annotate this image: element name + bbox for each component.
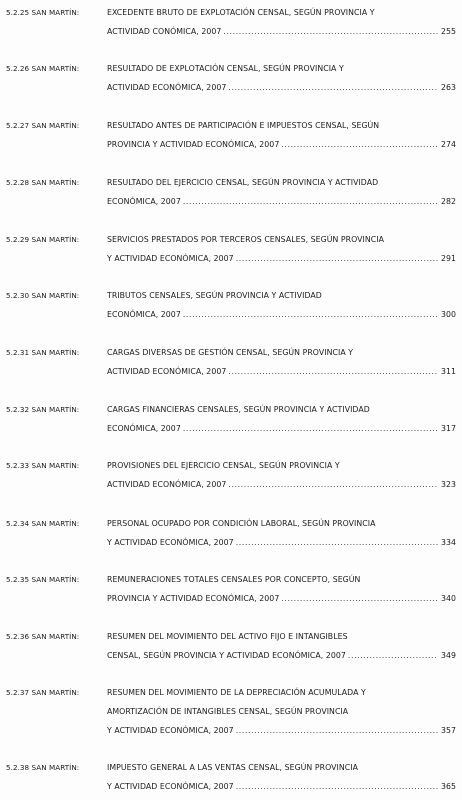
- title-line-last: [107, 22, 456, 41]
- dot-leader: [281, 135, 438, 154]
- dot-leader: [183, 419, 438, 438]
- entry-title: [107, 683, 456, 740]
- page-number: 357: [440, 726, 456, 735]
- page-number: 340: [440, 594, 456, 603]
- page-number: 282: [440, 197, 456, 206]
- page-number: 291: [440, 254, 456, 263]
- entry-title: [107, 173, 456, 211]
- entry-title: [107, 758, 456, 796]
- dot-leader: [228, 475, 438, 494]
- title-line: Y ACTIVIDAD ECONÓMICA, 2007: [107, 538, 234, 547]
- title-line: SERVICIOS PRESTADOS POR TERCEROS CENSALES, SEGÚN PROVINCIA: [107, 235, 384, 244]
- page-number: 349: [440, 651, 456, 660]
- title-line: Y ACTIVIDAD ECONÓMICA, 2007: [107, 782, 234, 791]
- title-line-last: [107, 249, 456, 268]
- page-number: 255: [440, 27, 456, 36]
- title-line-last: [107, 721, 456, 740]
- title-line: CARGAS FINANCIERAS CENSALES, SEGÚN PROVINCIA Y ACTIVIDAD: [107, 405, 370, 414]
- entry-code: 5.2.38 SAN MARTÍN:: [6, 763, 80, 772]
- entry-code: 5.2.26 SAN MARTÍN:: [6, 64, 80, 73]
- title-line: ACTIVIDAD ECONÓMICA, 2007: [107, 83, 227, 92]
- entry-title: [107, 400, 456, 438]
- entry-code: 5.2.29 SAN MARTÍN:: [6, 235, 80, 244]
- entry-code: 5.2.33 SAN MARTÍN:: [6, 461, 80, 470]
- entry-code: 5.2.30 SAN MARTÍN:: [6, 291, 80, 300]
- entry-title: [107, 514, 456, 552]
- page-number: 263: [440, 83, 456, 92]
- page-number: 274: [440, 140, 456, 149]
- title-line: RESULTADO DE EXPLOTACIÓN CENSAL, SEGÚN PROVINCIA Y: [107, 64, 344, 73]
- title-line-last: [107, 589, 456, 608]
- entry-title: [107, 570, 456, 608]
- title-line: TRIBUTOS CENSALES, SEGÚN PROVINCIA Y ACTIVIDAD: [107, 291, 322, 300]
- title-line: EXCEDENTE BRUTO DE EXPLOTACIÓN CENSAL, SEGÚN PROVINCIA Y: [107, 8, 375, 17]
- title-line-last: [107, 78, 456, 97]
- title-line: ACTIVIDAD CONÓMICA, 2007: [107, 27, 222, 36]
- dot-leader: [236, 721, 438, 740]
- page-number: 334: [440, 538, 456, 547]
- title-line-last: [107, 135, 456, 154]
- title-line: PROVISIONES DEL EJERCICIO CENSAL, SEGÚN PROVINCIA Y: [107, 461, 340, 470]
- title-line: ECONÓMICA, 2007: [107, 197, 181, 206]
- page-number: 300: [440, 310, 456, 319]
- entry-code: 5.2.37 SAN MARTÍN:: [6, 688, 80, 697]
- entry-title: [107, 343, 456, 381]
- title-line: AMORTIZACIÓN DE INTANGIBLES CENSAL, SEGÚN PROVINCIA: [107, 707, 349, 716]
- entry-code: 5.2.34 SAN MARTÍN:: [6, 519, 80, 528]
- entry-title: [107, 3, 456, 41]
- title-line: RESUMEN DEL MOVIMIENTO DE LA DEPRECIACIÓN ACUMULADA Y: [107, 688, 366, 697]
- title-line-last: [107, 646, 456, 665]
- entry-code: 5.2.36 SAN MARTÍN:: [6, 632, 80, 641]
- entry-title: [107, 286, 456, 324]
- page-number: 317: [440, 424, 456, 433]
- dot-leader: [183, 192, 438, 211]
- dot-leader: [223, 22, 438, 41]
- entry-code: 5.2.32 SAN MARTÍN:: [6, 405, 80, 414]
- title-line-last: [107, 475, 456, 494]
- title-line: ECONÓMICA, 2007: [107, 310, 181, 319]
- dot-leader: [183, 305, 438, 324]
- dot-leader: [281, 589, 438, 608]
- entry-title: [107, 59, 456, 97]
- entry-code: 5.2.31 SAN MARTÍN:: [6, 348, 80, 357]
- entry-code: 5.2.27 SAN MARTÍN:: [6, 121, 80, 130]
- entry-code: 5.2.35 SAN MARTÍN:: [6, 575, 80, 584]
- dot-leader: [228, 362, 438, 381]
- title-line: ACTIVIDAD ECONÓMICA, 2007: [107, 480, 227, 489]
- title-line: ACTIVIDAD ECONÓMICA, 2007: [107, 367, 227, 376]
- entry-code: 5.2.25 SAN MARTÍN:: [6, 8, 80, 17]
- title-line: ECONÓMICA, 2007: [107, 424, 181, 433]
- title-line: PERSONAL OCUPADO POR CONDICIÓN LABORAL, SEGÚN PROVINCIA: [107, 519, 376, 528]
- title-line: RESULTADO DEL EJERCICIO CENSAL, SEGÚN PROVINCIA Y ACTIVIDAD: [107, 178, 379, 187]
- title-line-last: [107, 419, 456, 438]
- page-number: 323: [440, 480, 456, 489]
- dot-leader: [348, 646, 438, 665]
- title-line: PROVINCIA Y ACTIVIDAD ECONÓMICA, 2007: [107, 140, 280, 149]
- dot-leader: [236, 777, 438, 796]
- title-line: REMUNERACIONES TOTALES CENSALES POR CONCEPTO, SEGÚN: [107, 575, 361, 584]
- title-line: Y ACTIVIDAD ECONÓMICA, 2007: [107, 726, 234, 735]
- entry-title: [107, 456, 456, 494]
- entry-title: [107, 627, 456, 665]
- entry-code: 5.2.28 SAN MARTÍN:: [6, 178, 80, 187]
- entry-title: [107, 230, 456, 268]
- title-line-last: [107, 305, 456, 324]
- title-line-last: [107, 533, 456, 552]
- title-line-last: [107, 362, 456, 381]
- title-line-last: [107, 192, 456, 211]
- page-number: 311: [440, 367, 456, 376]
- title-line: CENSAL, SEGÚN PROVINCIA Y ACTIVIDAD ECONÓMICA, 2007: [107, 651, 346, 660]
- title-line: IMPUESTO GENERAL A LAS VENTAS CENSAL, SEGÚN PROVINCIA: [107, 763, 358, 772]
- title-line: RESUMEN DEL MOVIMIENTO DEL ACTIVO FIJO E INTANGIBLES: [107, 632, 348, 641]
- title-line: PROVINCIA Y ACTIVIDAD ECONÓMICA, 2007: [107, 594, 280, 603]
- title-line: Y ACTIVIDAD ECONÓMICA, 2007: [107, 254, 234, 263]
- page-number: 365: [440, 782, 456, 791]
- title-line: CARGAS DIVERSAS DE GESTIÓN CENSAL, SEGÚN PROVINCIA Y: [107, 348, 354, 357]
- title-line-last: [107, 777, 456, 796]
- dot-leader: [228, 78, 438, 97]
- title-line: RESULTADO ANTES DE PARTICIPACIÓN E IMPUESTOS CENSAL, SEGÚN: [107, 121, 380, 130]
- dot-leader: [236, 533, 438, 552]
- entry-title: [107, 116, 456, 154]
- dot-leader: [236, 249, 438, 268]
